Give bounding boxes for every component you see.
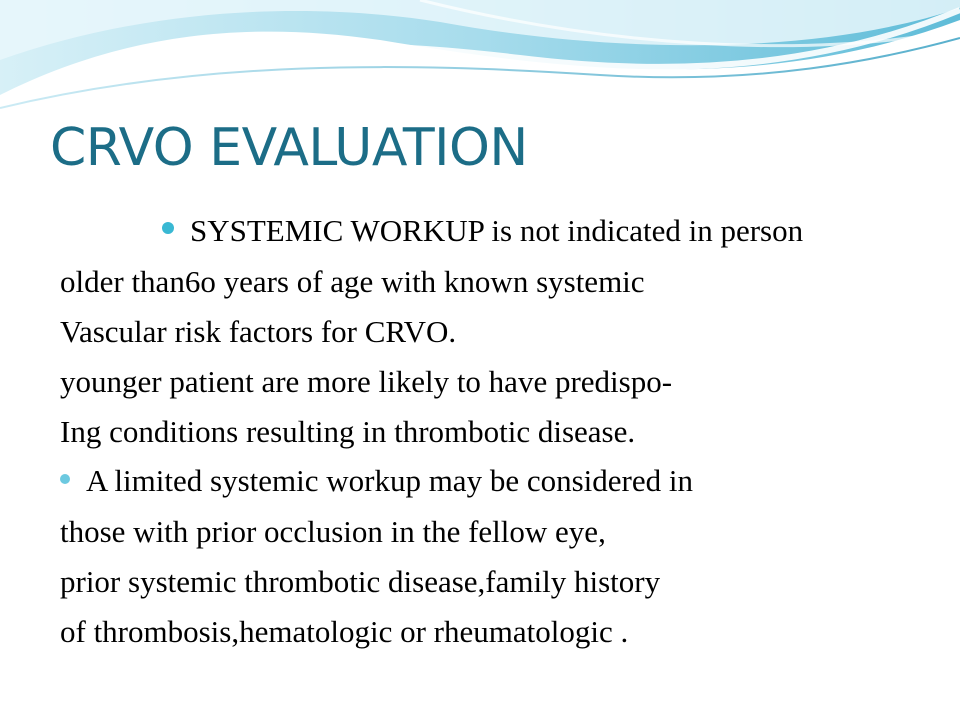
text-line: Vascular risk factors for CRVO. — [60, 314, 457, 349]
text-line: prior systemic thrombotic disease,family history — [60, 564, 661, 599]
bullet-icon — [60, 474, 70, 484]
bullet-icon — [162, 222, 174, 234]
header-wave-decoration — [0, 0, 960, 130]
text-line: of thrombosis,hematologic or rheumatologic . — [60, 614, 629, 649]
text-line: Ing conditions resulting in thrombotic disease. — [60, 414, 636, 449]
text-line: older than6o years of age with known systemic — [60, 264, 645, 299]
text-line: younger patient are more likely to have predispo- — [60, 364, 673, 399]
text-line: those with prior occlusion in the fellow eye, — [60, 514, 606, 549]
text-line: SYSTEMIC WORKUP is not indicated in person — [190, 213, 804, 248]
text-line: A limited systemic workup may be considered in — [86, 463, 693, 498]
slide-title: CRVO EVALUATION — [50, 118, 528, 178]
